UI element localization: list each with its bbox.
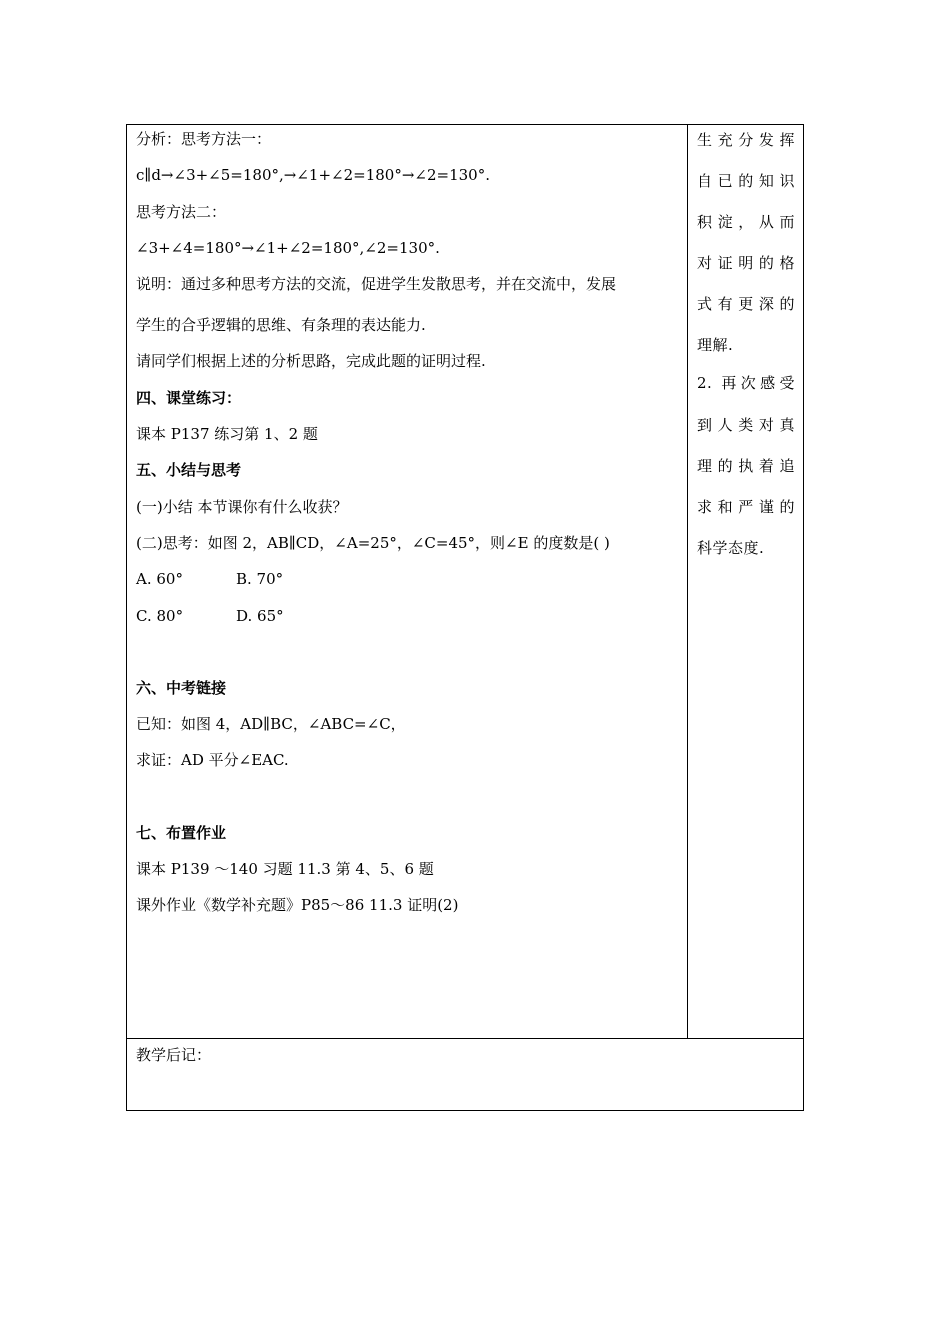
side-line: 自已的知识: [697, 172, 795, 191]
options-row-2: [136, 605, 679, 641]
option-c: C. 80°: [136, 606, 184, 625]
side-line: 生充分发挥: [697, 131, 795, 149]
main-content-cell: [127, 125, 688, 1038]
method-two-text: ∠3+∠4=180°→∠1+∠2=180°,∠2=130°.: [136, 238, 440, 257]
homework-line-1: 课本 P139 ～140 习题 11.3 第 4、5、6 题: [136, 860, 434, 879]
option-d: D. 65°: [236, 606, 284, 625]
side-line: 到人类对真: [697, 415, 795, 434]
side-line: 式有更深的: [697, 295, 795, 314]
method-two-title: 思考方法二：: [136, 202, 227, 221]
lesson-table: [126, 124, 804, 1111]
option-a: A. 60°: [136, 570, 183, 589]
known-text: 已知：如图 4，AD∥BC，∠ABC=∠C，: [136, 715, 406, 734]
side-notes-cell: [688, 125, 803, 1038]
teaching-reflection-cell: [127, 1038, 803, 1110]
section-5-title: 五、小结与思考: [136, 461, 242, 480]
section-7-title: 七、布置作业: [136, 823, 227, 842]
method-one-text: c∥d→∠3+∠5=180°,→∠1+∠2=180°→∠2=130°.: [136, 166, 490, 185]
side-line: 理的执着追: [697, 456, 795, 475]
note-line-2: 学生的合乎逻辑的思维、有条理的表达能力.: [136, 316, 426, 335]
side-line: 2. 再次感受: [697, 374, 795, 393]
analysis-title: 分析：思考方法一：: [136, 130, 272, 148]
options-row-1: [136, 568, 679, 604]
side-line: 科学态度.: [697, 538, 765, 557]
instruction-text: 请同学们根据上述的分析思路，完成此题的证明过程.: [136, 352, 486, 371]
section-6-title: 六、中考链接: [136, 678, 227, 697]
think-question: (二)思考：如图 2，AB∥CD，∠A=25°，∠C=45°，则∠E 的度数是( ): [136, 533, 610, 552]
side-line: 积淀，从而: [697, 213, 795, 232]
option-b: B. 70°: [236, 570, 284, 589]
section-4-text: 课本 P137 练习第 1、2 题: [136, 425, 318, 444]
prove-text: 求证：AD 平分∠EAC.: [136, 751, 289, 770]
side-line: 求和严谨的: [697, 497, 795, 516]
teaching-reflection-label: 教学后记：: [136, 1046, 212, 1064]
homework-line-2: 课外作业《数学补充题》P85～86 11.3 证明(2): [136, 896, 459, 915]
section-4-title: 四、课堂练习：: [136, 388, 242, 407]
note-line-1: 说明：通过多种思考方法的交流，促进学生发散思考，并在交流中，发展: [136, 275, 617, 294]
side-line: 对证明的格: [697, 254, 795, 273]
summary-text: (一)小结 本节课你有什么收获？: [136, 497, 348, 516]
side-line: 理解.: [697, 336, 734, 355]
